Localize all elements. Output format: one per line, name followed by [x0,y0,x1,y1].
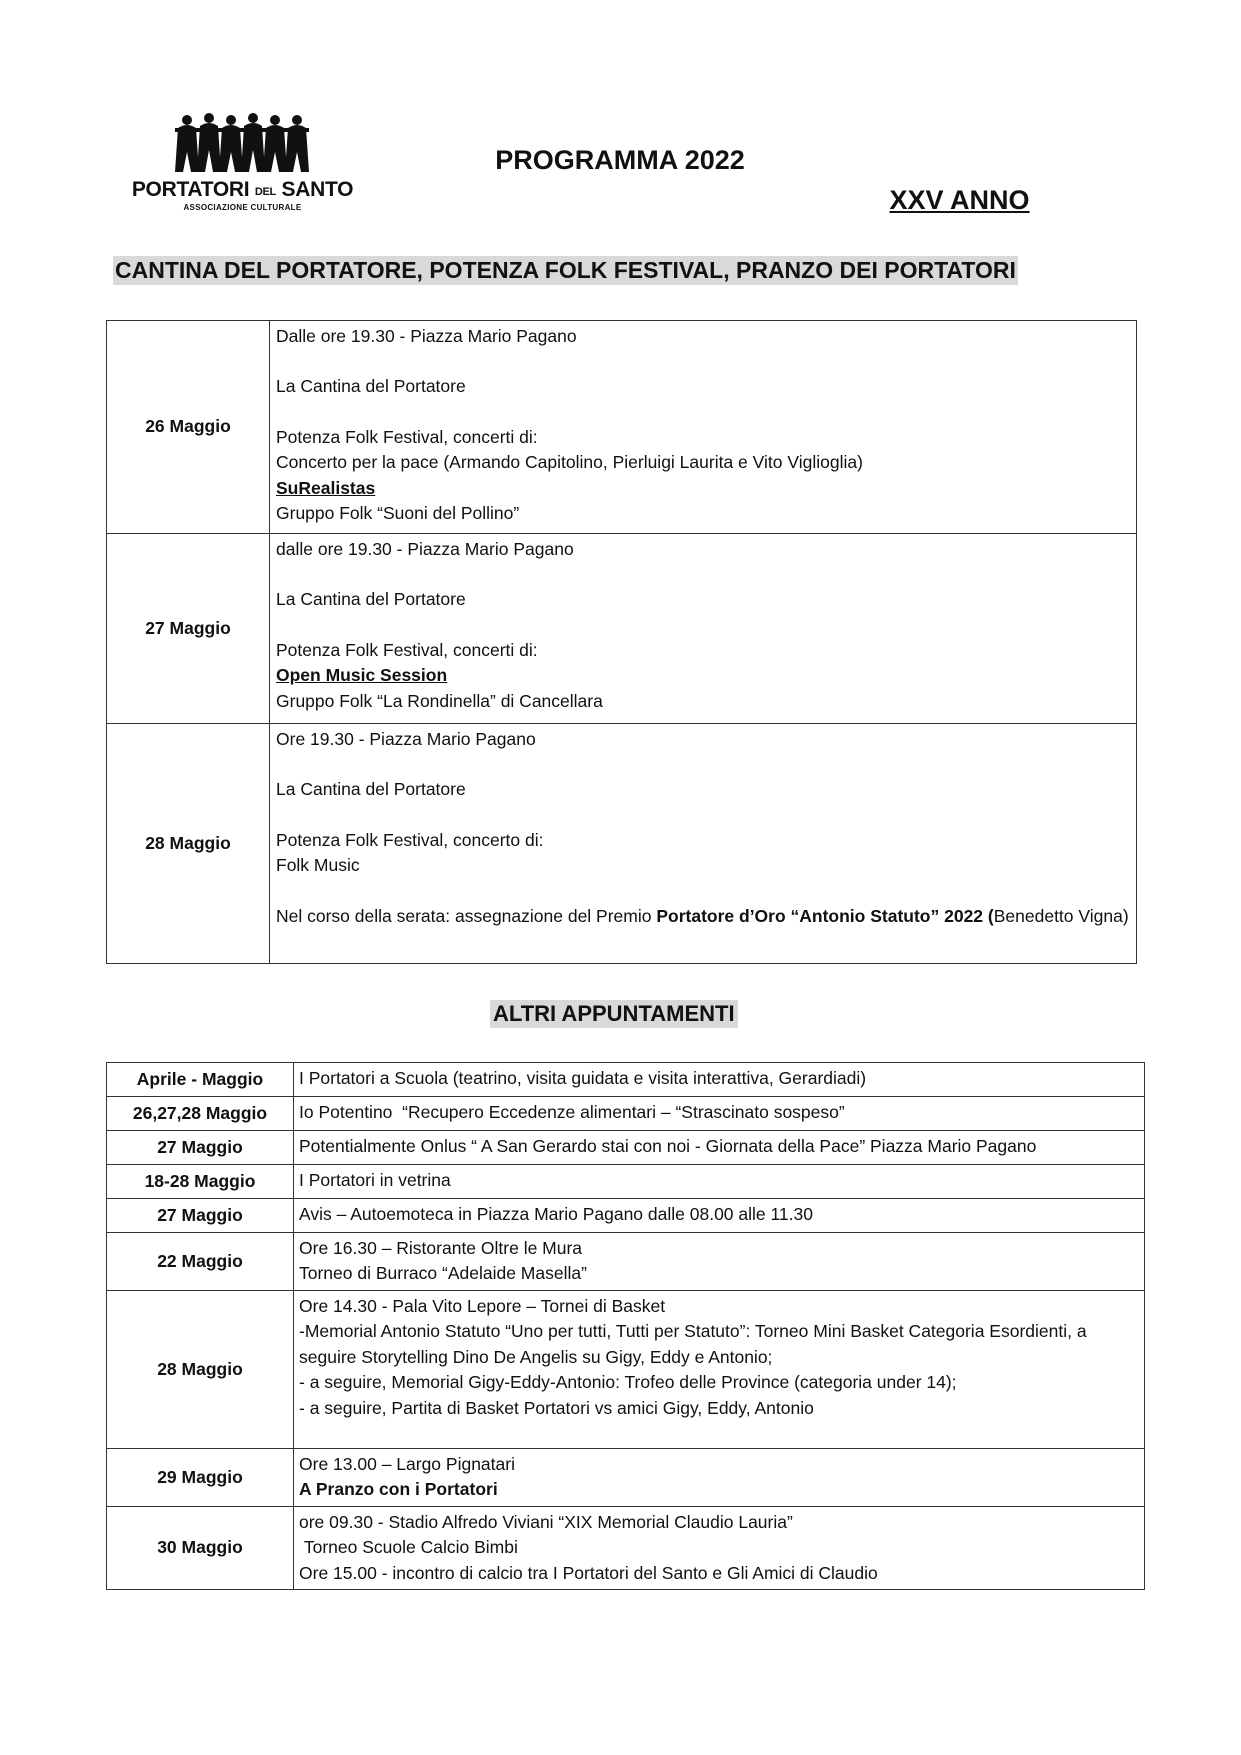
row-date: 26,27,28 Maggio [107,1097,294,1131]
table-row [107,1165,1145,1199]
detail-line: La Cantina del Portatore [276,779,466,800]
row-date: 29 Maggio [107,1449,294,1507]
row-date: 30 Maggio [107,1506,294,1589]
detail-line: I Portatori in vetrina [299,1170,451,1190]
row-date: 22 Maggio [107,1233,294,1291]
portatori-figures-icon [173,112,313,176]
detail-line: - a seguire, Partita di Basket Portatori vs amici Gigy, Eddy, Antonio [299,1397,814,1418]
detail-line: Dalle ore 19.30 - Piazza Mario Pagano [276,326,577,346]
detail-line: dalle ore 19.30 - Piazza Mario Pagano [276,539,574,559]
table-row [107,1291,1145,1449]
row-date: 27 Maggio [107,1199,294,1233]
table-row [107,1131,1145,1165]
detail-line: I Portatori a Scuola (teatrino, visita guidata e visita interattiva, Gerardiadi) [299,1068,867,1088]
detail-line: Gruppo Folk “La Rondinella” di Cancellara [276,690,603,711]
detail-line: ore 09.30 - Stadio Alfredo Viviani “XIX Memorial Claudio Lauria” [299,1511,793,1532]
row-details [294,1506,1145,1589]
row-details [294,1131,1145,1165]
detail-line-bold: SuRealistas [276,477,376,498]
row-date: 18-28 Maggio [107,1165,294,1199]
row-date: 27 Maggio [107,534,270,724]
detail-line: Folk Music [276,855,360,876]
detail-line: Potenza Folk Festival, concerti di: [276,639,538,660]
detail-line: Ore 19.30 - Piazza Mario Pagano [276,729,536,749]
row-date: 28 Maggio [107,1291,294,1449]
table-row [107,534,1137,724]
page-title [440,140,1030,220]
detail-line: Ore 14.30 - Pala Vito Lepore – Tornei di Basket [299,1296,666,1316]
table-row [107,321,1137,534]
detail-line: Ore 13.00 – Largo Pignatari [299,1454,515,1474]
logo-name: PORTATORI DEL SANTO [131,178,354,201]
detail-line: Potenza Folk Festival, concerto di: [276,829,544,850]
detail-line: Io Potentino “Recupero Eccedenze alimentari – “Strascinato sospeso” [299,1102,845,1122]
detail-line: La Cantina del Portatore [276,589,466,610]
table-row [107,1449,1145,1507]
detail-line: Avis – Autoemoteca in Piazza Mario Pagano dalle 08.00 alle 11.30 [299,1204,813,1224]
title-line-2: XXV ANNO [889,185,1030,215]
row-details [294,1199,1145,1233]
row-date: Aprile - Maggio [107,1063,294,1097]
cantina-table [106,320,1137,964]
detail-line: -Memorial Antonio Statuto “Uno per tutti, Tutti per Statuto”: Torneo Mini Basket Categoria Esordienti, a seguire Storytelling Dino De Angelis su Gigy, Eddy e Antonio; [299,1321,1092,1367]
row-date: 26 Maggio [107,321,270,534]
detail-line: - a seguire, Memorial Gigy-Eddy-Antonio: Trofeo delle Province (categoria under 14); [299,1372,957,1393]
row-details [294,1291,1145,1449]
detail-line: Concerto per la pace (Armando Capitolino, Pierluigi Laurita e Vito Viglioglia) [276,452,863,473]
section-heading-cantina: CANTINA DEL PORTATORE, POTENZA FOLK FESTIVAL, PRANZO DEI PORTATORI [115,257,1016,283]
title-line-1: PROGRAMMA 2022 [495,145,745,175]
logo [130,112,355,222]
row-details [270,534,1137,724]
row-details [294,1449,1145,1507]
row-details [294,1165,1145,1199]
detail-line-bold: A Pranzo con i Portatori [299,1479,498,1500]
table-row [107,1506,1145,1589]
detail-line: Gruppo Folk “Suoni del Pollino” [276,503,520,524]
table-row [107,1199,1145,1233]
logo-subtitle: ASSOCIAZIONE CULTURALE [183,203,302,212]
table-row [107,1063,1145,1097]
detail-line-bold: Open Music Session [276,665,448,686]
appuntamenti-table [106,1062,1145,1590]
row-date: 27 Maggio [107,1131,294,1165]
detail-line: Ore 16.30 – Ristorante Oltre le Mura [299,1238,583,1258]
row-details [294,1233,1145,1291]
detail-line: Torneo Scuole Calcio Bimbi [299,1537,518,1558]
table-row [107,724,1137,964]
row-date: 28 Maggio [107,724,270,964]
detail-line: Potenza Folk Festival, concerti di: [276,426,538,447]
table-row [107,1097,1145,1131]
row-details [294,1063,1145,1097]
detail-line: Ore 15.00 - incontro di calcio tra I Portatori del Santo e Gli Amici di Claudio [299,1562,878,1583]
detail-line: Torneo di Burraco “Adelaide Masella” [299,1263,587,1284]
row-details [270,724,1137,964]
detail-line: Potentialmente Onlus “ A San Gerardo stai con noi - Giornata della Pace” Piazza Mario Pagano [299,1136,1037,1156]
detail-line: Nel corso della serata: assegnazione del Premio Portatore d’Oro “Antonio Statuto” 2022 (Benedetto Vigna) [276,905,1129,926]
row-details [294,1097,1145,1131]
detail-line: La Cantina del Portatore [276,376,466,397]
section-heading-altri: ALTRI APPUNTAMENTI [490,1000,738,1028]
table-row [107,1233,1145,1291]
row-details [270,321,1137,534]
